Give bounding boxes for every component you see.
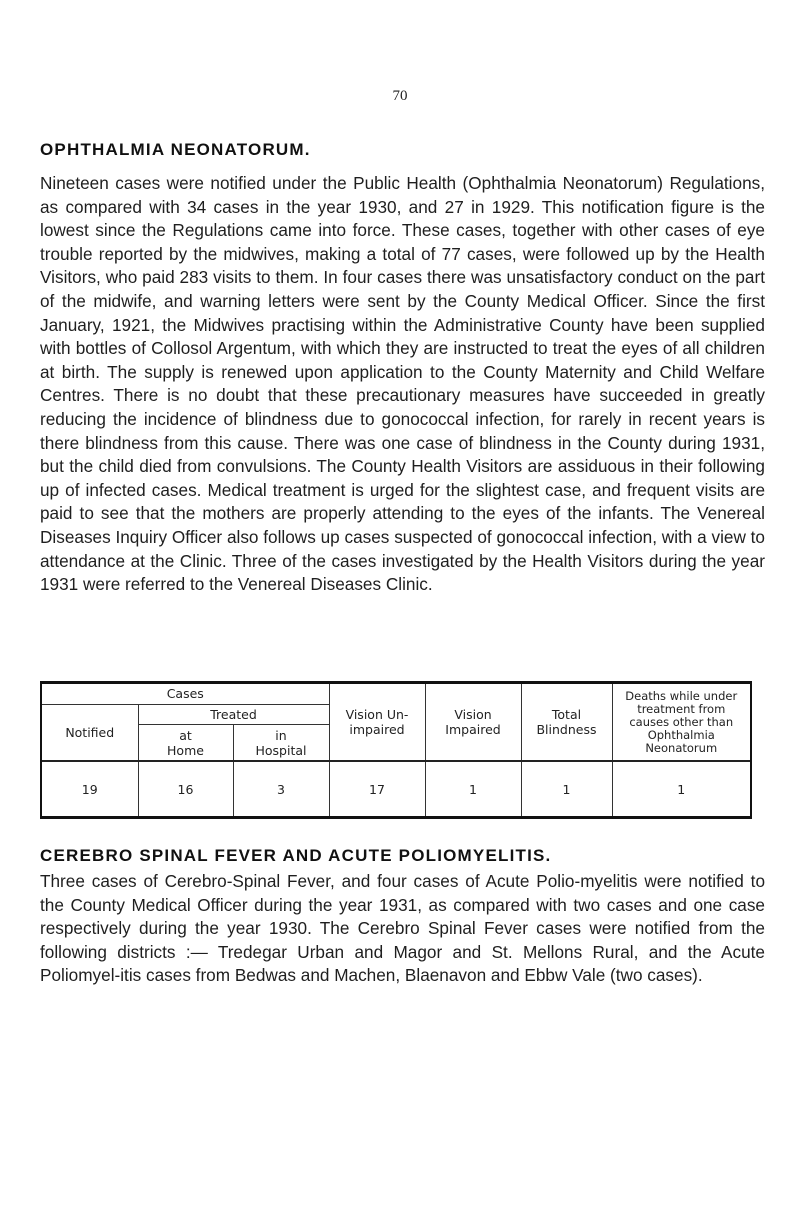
cases-table: [42, 684, 750, 816]
page-number: 70: [392, 88, 408, 104]
cell-total-blindness: 1: [521, 761, 612, 816]
section-heading-ophthalmia: OPHTHALMIA NEONATORUM.: [40, 140, 311, 159]
header-deaths: Deaths while under treatment from causes other than Ophthalmia Neonatorum: [612, 684, 750, 761]
cell-at-home: 16: [138, 761, 233, 816]
header-total-blindness: Total Blindness: [521, 684, 612, 761]
header-notified: Notified: [42, 704, 138, 761]
cell-vision-unimpaired: 17: [329, 761, 425, 816]
header-at-home: at Home: [138, 725, 233, 761]
cell-in-hospital: 3: [233, 761, 329, 816]
section-paragraph-ophthalmia: Nineteen cases were notified under the Public Health (Ophthalmia Neonatorum) Regulations, as compared with 34 cases in the year 1930, and 27 in 1929. This notification figure is the lowest since the Regulations came into force. These cases, together with other cases of eye trouble reported by the midwives, making a total of 77 cases, were followed up by the Health Visitors, who paid 283 visits to them. In four cases there was unsatisfactory conduct on the part of the midwife, and warning letters were sent by the County Medical Officer. Since the first January, 1921, the Midwives practising within the Administrative County have been supplied with bottles of Collosol Argentum, with which they are instructed to treat the eyes of all children at birth. The supply is renewed upon application to the County Maternity and Child Welfare Centres. There is no doubt that these precautionary measures have succeeded in greatly reducing the incidence of blindness due to gonococcal infection, for rarely in recent years is there blindness from this cause. There was one case of blindness in the County during 1931, but the child died from convulsions. The County Health Visitors are assiduous in their following up of infected cases. Medical treatment is urged for the slightest case, and frequent visits are paid to see that the mothers are properly attending to the eyes of the infants. The Venereal Diseases Inquiry Officer also follows up cases suspected of gonococcal infection, with a view to attendance at the Clinic. Three of the cases investigated by the Health Visitors during the year 1931 were referred to the Venereal Diseases Clinic.: [40, 173, 765, 595]
header-vision-unimpaired: Vision Un- impaired: [329, 684, 425, 761]
cell-notified: 19: [42, 761, 138, 816]
header-vision-impaired: Vision Impaired: [425, 684, 521, 761]
ophthalmia-cases-table: [40, 681, 752, 819]
section-paragraph-cerebro-spinal: Three cases of Cerebro-Spinal Fever, and four cases of Acute Polio-myelitis were notified to the County Medical Officer during the year 1931, as compared with two cases and one case respectively during the year 1930. The Cerebro Spinal Fever cases were notified from the following districts :— Tredegar Urban and Magor and St. Mellons Rural, and the Acute Poliomyel-itis cases from Bedwas and Machen, Blaenavon and Ebbw Vale (two cases).: [40, 871, 765, 986]
cell-deaths: 1: [612, 761, 750, 816]
cell-vision-impaired: 1: [425, 761, 521, 816]
header-in-hospital: in Hospital: [233, 725, 329, 761]
header-treated: Treated: [138, 704, 329, 725]
section-heading-cerebro-spinal: CEREBRO SPINAL FEVER AND ACUTE POLIOMYELITIS.: [40, 846, 552, 865]
header-cases: Cases: [42, 684, 329, 704]
table-row: [42, 761, 750, 816]
